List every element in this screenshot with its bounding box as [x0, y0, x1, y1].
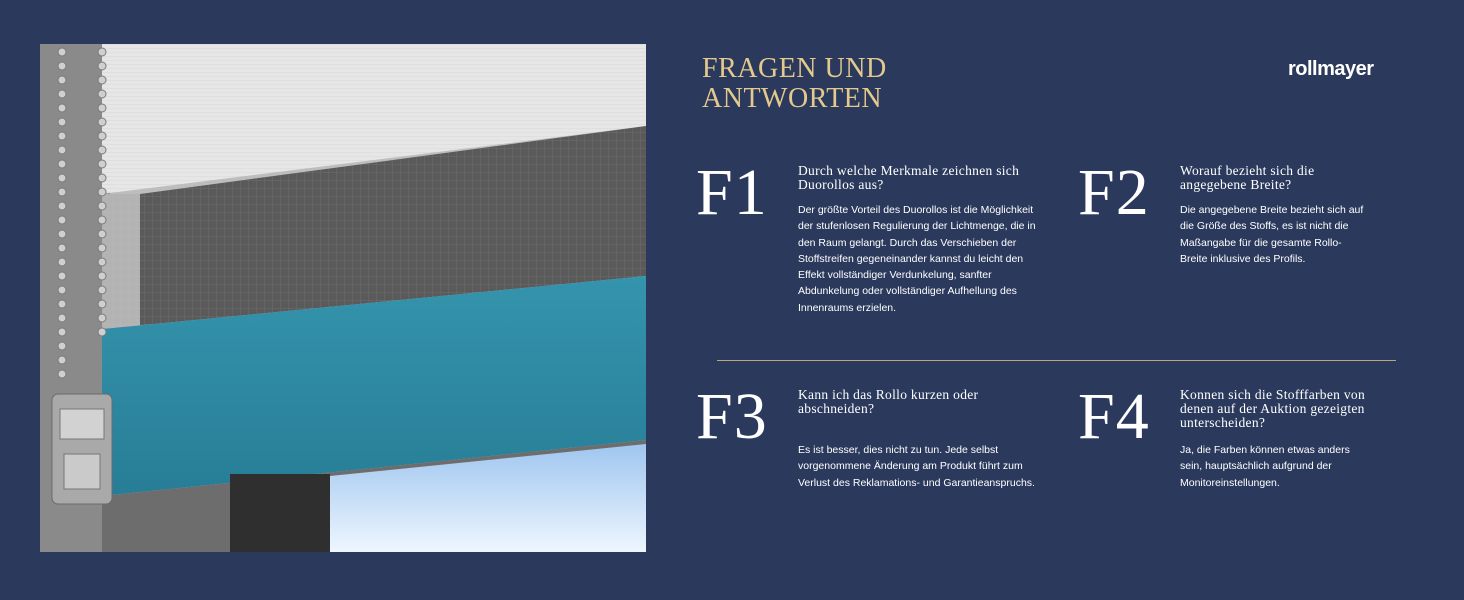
faq-answer: Die angegebene Breite bezieht sich auf die Größe des Stoffs, es ist nicht die Maßangabe für die gesamte Rollo-Breite inklusive des Profils.: [1180, 204, 1364, 265]
faq-number: F1: [696, 156, 768, 229]
faq-heading: [702, 54, 887, 114]
faq-answer: Es ist besser, dies nicht zu tun. Jede selbst vorgenommene Änderung am Produkt führt zum Verlust des Reklamations- und Garantieanspruchs.: [798, 444, 1035, 489]
faq-question: Durch welche Merkmale zeichnen sich Duorollos aus?: [798, 163, 1020, 192]
faq-heading-line1: FRAGEN UND: [702, 53, 887, 84]
faq-answer: Ja, die Farben können etwas anders sein, hauptsächlich aufgrund der Monitoreinstellungen.: [1180, 444, 1350, 489]
faq-question: Konnen sich die Stofffarben von denen auf der Auktion gezeigten unterscheiden?: [1180, 387, 1366, 430]
faq-number: F4: [1078, 380, 1150, 453]
faq-answer: Der größte Vorteil des Duorollos ist die Möglichkeit der stufenlosen Regulierung der Lichtmenge, die in den Raum gelangt. Durch das Verschieben der Stoffstreifen gegeneinander kannst du leicht den Effekt vollständiger Verdunkelung, sanfter Abdunkelung oder vollständiger Aufhellung des Innenraums erzielen.: [798, 204, 1036, 314]
faq-number: F2: [1078, 156, 1150, 229]
brand-logo: rollmayer: [1288, 58, 1374, 80]
faq-question: Worauf bezieht sich die angegebene Breite?: [1180, 163, 1315, 192]
product-photo: [40, 44, 646, 552]
faq-number: F3: [696, 380, 768, 453]
section-divider: [717, 360, 1396, 361]
faq-heading-line2: ANTWORTEN: [702, 83, 883, 114]
faq-question: Kann ich das Rollo kurzen oder abschneiden?: [798, 387, 979, 416]
